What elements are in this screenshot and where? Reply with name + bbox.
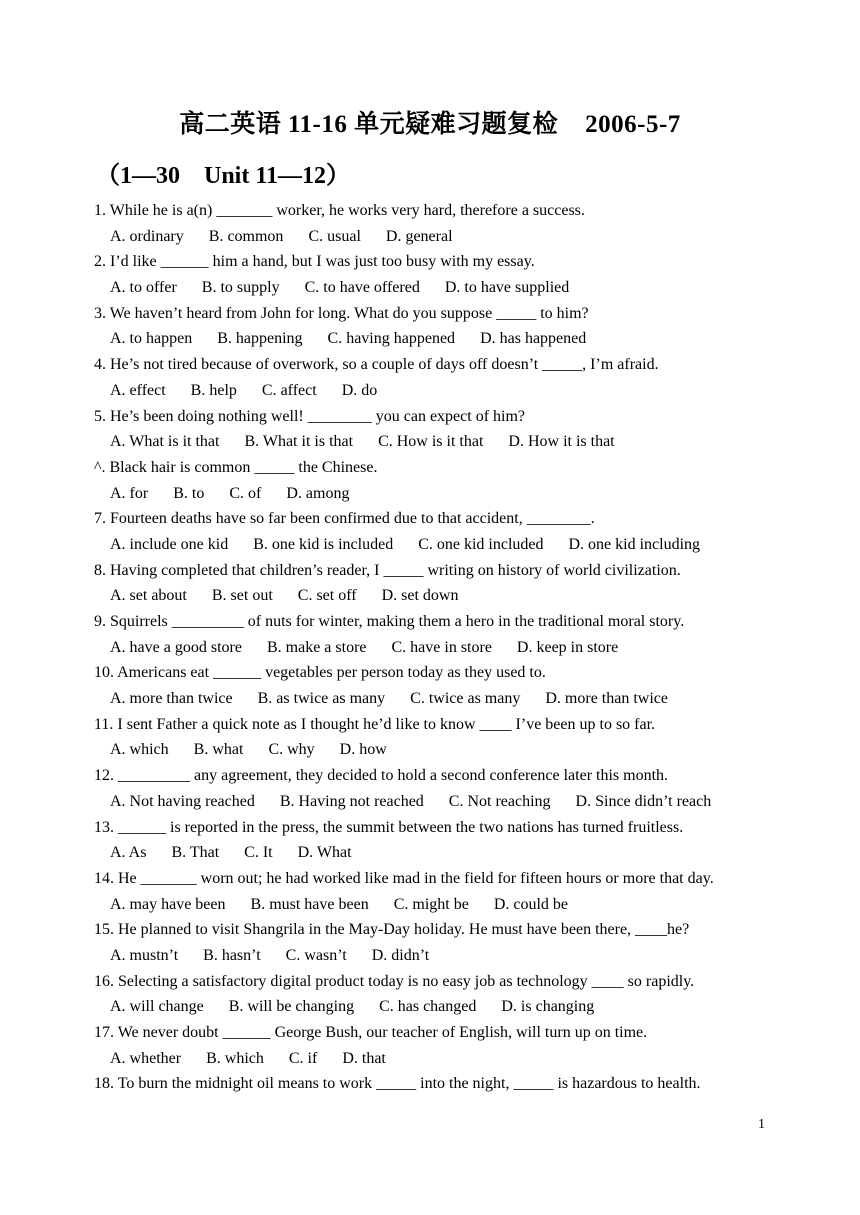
page-title: 高二英语 11-16 单元疑难习题复检 2006-5-7 — [179, 111, 681, 138]
answer-option: D. has happened — [480, 330, 587, 348]
answer-option: A. have a good store — [110, 638, 242, 656]
question-item — [94, 558, 794, 609]
section-subtitle: （1—30 Unit 11—12） — [96, 163, 351, 189]
question-stem: 15. He planned to visit Shangrila in the May-Day holiday. He must have been there, ____he? — [94, 921, 690, 939]
answer-option: B. one kid is included — [253, 535, 394, 553]
answer-option: D. What — [297, 844, 352, 862]
answer-option: D. one kid including — [568, 535, 701, 553]
answer-option: D. set down — [381, 587, 459, 605]
question-stem: 3. We haven’t heard from John for long. What do you suppose _____ to him? — [94, 304, 589, 322]
question-item — [94, 352, 794, 403]
answer-option: C. might be — [393, 895, 469, 913]
question-stem: 13. ______ is reported in the press, the summit between the two nations has turned fruitless. — [94, 818, 684, 836]
answer-option: D. How it is that — [508, 433, 615, 451]
answer-option: B. to supply — [201, 279, 280, 297]
answer-options — [94, 943, 794, 969]
question-item — [94, 198, 794, 249]
answer-option: A. will change — [110, 998, 204, 1016]
answer-options — [94, 892, 794, 918]
answer-option: A. As — [110, 844, 147, 862]
question-stem: 8. Having completed that children’s reader, I _____ writing on history of world civilization. — [94, 561, 681, 579]
page-number: 1 — [758, 1117, 765, 1132]
question-item — [94, 1071, 794, 1097]
answer-option: A. may have been — [110, 895, 226, 913]
question-item — [94, 866, 794, 917]
question-stem: 5. He’s been doing nothing well! ________ you can expect of him? — [94, 407, 526, 425]
answer-option: A. which — [110, 741, 169, 759]
answer-option: C. why — [268, 741, 315, 759]
question-stem: 9. Squirrels _________ of nuts for winter, making them a hero in the traditional moral story. — [94, 613, 685, 630]
answer-option: A. ordinary — [110, 227, 184, 245]
question-item — [94, 917, 794, 968]
answer-option: C. have in store — [391, 638, 492, 656]
answer-option: C. set off — [297, 587, 357, 605]
question-item — [94, 969, 794, 1020]
answer-option: A. What is it that — [110, 433, 220, 451]
question-item — [94, 249, 794, 300]
question-item — [94, 712, 794, 763]
answer-options — [94, 326, 794, 352]
answer-options — [94, 635, 794, 661]
answer-option: A. include one kid — [110, 535, 229, 553]
answer-option: B. what — [193, 741, 244, 759]
answer-option: C. How is it that — [378, 433, 484, 451]
answer-options — [94, 275, 794, 301]
answer-options — [94, 737, 794, 763]
answer-option: A. to happen — [110, 330, 193, 348]
answer-options — [94, 224, 794, 250]
answer-option: C. affect — [261, 381, 317, 399]
question-item — [94, 815, 794, 866]
answer-option: B. hasn’t — [203, 946, 261, 964]
answer-option: C. to have offered — [304, 279, 420, 297]
question-stem: 1. While he is a(n) _______ worker, he works very hard, therefore a success. — [94, 202, 585, 219]
question-item — [94, 506, 794, 557]
answer-option: B. What it is that — [244, 433, 354, 451]
answer-option: B. Having not reached — [279, 792, 424, 810]
answer-option: B. as twice as many — [257, 690, 386, 708]
answer-option: B. must have been — [250, 895, 369, 913]
question-item — [94, 404, 794, 455]
answer-options — [94, 429, 794, 455]
answer-option: D. could be — [493, 895, 569, 913]
answer-option: B. set out — [211, 587, 273, 605]
question-stem: 2. I’d like ______ him a hand, but I was just too busy with my essay. — [94, 253, 535, 271]
answer-option: D. that — [342, 1049, 386, 1067]
answer-option: D. general — [385, 227, 453, 245]
answer-option: B. common — [208, 227, 284, 245]
answer-option: A. more than twice — [110, 690, 233, 708]
answer-option: A. Not having reached — [110, 792, 255, 810]
question-stem: ^. Black hair is common _____ the Chinese. — [94, 458, 378, 476]
answer-option: C. of — [229, 484, 262, 502]
answer-option: B. help — [190, 381, 237, 399]
answer-option: C. has changed — [379, 998, 477, 1016]
answer-option: D. keep in store — [516, 638, 619, 656]
answer-option: D. among — [286, 484, 350, 502]
answer-option: C. Not reaching — [448, 792, 551, 810]
answer-options — [94, 994, 794, 1020]
answer-options — [94, 686, 794, 712]
question-item — [94, 1020, 794, 1071]
answer-option: C. having happened — [327, 330, 456, 348]
answer-option: B. to — [173, 484, 205, 502]
answer-option: C. It — [244, 844, 273, 862]
question-stem: 12. _________ any agreement, they decided to hold a second conference later this month. — [94, 767, 669, 785]
question-stem: 7. Fourteen deaths have so far been confirmed due to that accident, ________. — [94, 510, 595, 528]
question-stem: 16. Selecting a satisfactory digital product today is no easy job as technology ____ so rapidly. — [94, 972, 695, 990]
answer-options — [94, 789, 794, 815]
answer-option: C. usual — [308, 227, 361, 245]
answer-option: D. how — [339, 741, 387, 759]
question-item — [94, 763, 794, 814]
answer-options — [94, 532, 794, 558]
answer-option: C. wasn’t — [285, 946, 347, 964]
answer-option: B. which — [206, 1049, 264, 1067]
answer-option: D. to have supplied — [444, 279, 570, 297]
answer-option: D. more than twice — [545, 690, 668, 708]
answer-option: A. set about — [110, 587, 187, 605]
answer-option: D. Since didn’t reach — [575, 792, 712, 810]
answer-options — [94, 1046, 794, 1072]
answer-option: C. twice as many — [410, 690, 521, 708]
answer-option: B. happening — [217, 330, 303, 348]
question-stem: 10. Americans eat ______ vegetables per person today as they used to. — [94, 664, 546, 682]
question-stem: 14. He _______ worn out; he had worked like mad in the field for fifteen hours or more that day. — [94, 869, 714, 887]
answer-option: C. one kid included — [418, 535, 544, 553]
question-stem: 11. I sent Father a quick note as I thought he’d like to know ____ I’ve been up to so far. — [94, 715, 656, 733]
answer-option: D. do — [341, 381, 378, 399]
answer-option: B. That — [171, 844, 220, 862]
question-list — [94, 198, 794, 1097]
question-item — [94, 455, 794, 506]
question-item — [94, 660, 794, 711]
answer-option: D. is changing — [501, 998, 595, 1016]
question-stem: 18. To burn the midnight oil means to work _____ into the night, _____ is hazardous to health. — [94, 1075, 701, 1093]
answer-option: A. for — [110, 484, 149, 502]
answer-options — [94, 840, 794, 866]
question-stem: 4. He’s not tired because of overwork, so a couple of days off doesn’t _____, I’m afraid. — [94, 356, 659, 374]
answer-options — [94, 378, 794, 404]
answer-options — [94, 583, 794, 609]
answer-option: D. didn’t — [371, 946, 430, 964]
answer-option: B. make a store — [266, 638, 367, 656]
question-stem: 17. We never doubt ______ George Bush, our teacher of English, will turn up on time. — [94, 1024, 648, 1041]
answer-option: A. effect — [110, 381, 166, 399]
answer-option: A. mustn’t — [110, 946, 179, 964]
question-item — [94, 609, 794, 660]
answer-options — [94, 481, 794, 507]
answer-option: B. will be changing — [228, 998, 355, 1016]
answer-option: C. if — [288, 1049, 318, 1067]
question-item — [94, 301, 794, 352]
answer-option: A. to offer — [110, 279, 177, 297]
answer-option: A. whether — [110, 1049, 182, 1067]
